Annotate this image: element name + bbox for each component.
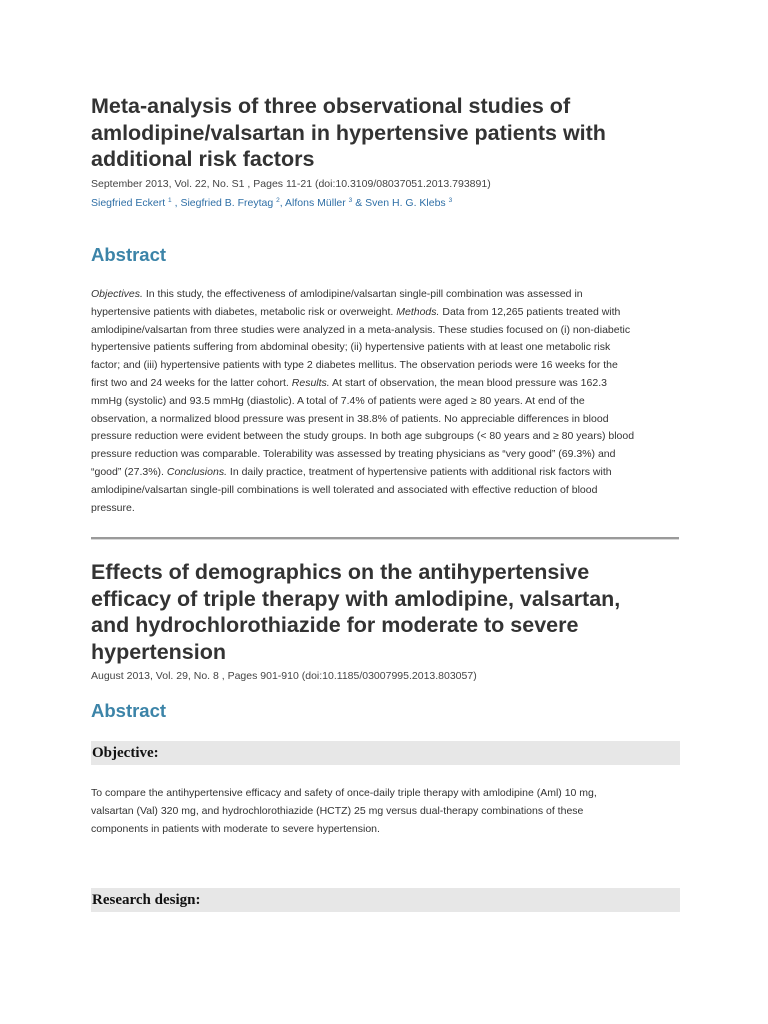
abstract-line bbox=[91, 464, 691, 482]
author-link[interactable]: Siegfried Eckert $^1$ bbox=[91, 196, 172, 209]
title-line: and hydrochlorothiazide for moderate to severe bbox=[91, 613, 579, 637]
article-2-citation: August 2013, Vol. 29, No. 8 , Pages 901-910 (doi:10.1185/03007995.2013.803057) bbox=[91, 670, 477, 682]
article-2-title bbox=[91, 559, 681, 665]
abstract-section-label: Methods. bbox=[396, 305, 440, 318]
abstract-section-label: Objectives. bbox=[91, 288, 143, 300]
author-link[interactable]: Siegfried B. Freytag $^2$ bbox=[180, 196, 280, 209]
objective-body bbox=[91, 785, 691, 838]
objective-heading-bar bbox=[91, 741, 680, 765]
title-line: amlodipine/valsartan in hypertensive patients with bbox=[91, 120, 606, 145]
abstract-line bbox=[91, 482, 691, 500]
article-1-title bbox=[91, 93, 681, 173]
title-line: hypertension bbox=[91, 639, 226, 664]
abstract-section-label: Results. bbox=[291, 376, 330, 389]
title-line: additional risk factors bbox=[91, 147, 315, 171]
abstract-line bbox=[91, 304, 691, 322]
abstract-line bbox=[91, 339, 691, 357]
text-line: components in patients with moderate to severe hypertension. bbox=[91, 822, 380, 835]
section-divider bbox=[91, 537, 679, 540]
title-line: efficacy of triple therapy with amlodipine, valsartan, bbox=[91, 586, 621, 611]
abstract-line bbox=[91, 357, 691, 375]
abstract-line bbox=[91, 500, 691, 518]
abstract-text-run: “good” (27.3%). bbox=[91, 465, 167, 478]
abstract-text-run: hypertensive patients suffering from abdominal obesity; (ii) hypertensive patients with at least one metabolic risk bbox=[91, 341, 611, 354]
text-line: valsartan (Val) 320 mg, and hydrochlorothiazide (HCTZ) 25 mg versus dual-therapy combinations of these bbox=[91, 804, 584, 817]
article-1-abstract-body bbox=[91, 286, 691, 517]
abstract-text-run: mmHg (systolic) and 93.5 mmHg (diastolic). A total of 7.4% of patients were aged ≥ 80 years. At end of the bbox=[91, 394, 585, 407]
abstract-text-run: hypertensive patients with diabetes, metabolic risk or overweight. bbox=[91, 305, 397, 318]
abstract-text-run: amlodipine/valsartan single-pill combinations is well tolerated and associated with effective reduction of blood bbox=[91, 483, 598, 496]
article-1-citation: September 2013, Vol. 22, No. S1 , Pages 11-21 (doi:10.3109/08037051.2013.793891) bbox=[91, 177, 491, 190]
research-design-heading-bar bbox=[91, 888, 680, 912]
title-line: Meta-analysis of three observational studies of bbox=[91, 94, 571, 118]
abstract-text-run: pressure reduction were evident between the study groups. In both age subgroups (< 80 years and ≥ 80 years) blood bbox=[91, 430, 635, 443]
abstract-text-run: At start of observation, the mean blood pressure was 162.3 bbox=[329, 376, 607, 389]
title-line: Effects of demographics on the antihypertensive bbox=[91, 560, 590, 584]
abstract-text-run: pressure. bbox=[91, 501, 135, 514]
abstract-text-run: first two and 24 weeks for the latter cohort. bbox=[91, 376, 292, 389]
abstract-line bbox=[91, 286, 691, 304]
article-1-abstract-heading: Abstract bbox=[91, 244, 167, 265]
article-2-abstract-heading: Abstract bbox=[91, 700, 167, 721]
abstract-text-run: factor; and (iii) hypertensive patients with type 2 diabetes mellitus. The observation periods were 16 weeks for the bbox=[91, 359, 618, 372]
abstract-text-run: pressure reduction was comparable. Tolerability was assessed by treating physicians as “very good” (69.3%) and bbox=[91, 448, 616, 461]
research-design-heading: Research design: bbox=[92, 892, 201, 908]
abstract-line bbox=[91, 393, 691, 411]
article-1-authors: Siegfried Eckert $^1$ , Siegfried B. Freytag $^2$, Alfons Müller $^3$ & Sven H. G. Klebs $^3$ bbox=[91, 196, 453, 209]
abstract-line bbox=[91, 375, 691, 393]
abstract-text-run: Data from 12,265 patients treated with bbox=[439, 305, 621, 318]
abstract-line bbox=[91, 446, 691, 464]
text-line: To compare the antihypertensive efficacy and safety of once-daily triple therapy with amlodipine (Aml) 10 mg, bbox=[91, 787, 597, 799]
objective-heading: Objective: bbox=[92, 745, 159, 761]
abstract-text-run: observation, a normalized blood pressure was present in 38.8% of patients. No appreciable differences in blood bbox=[91, 412, 609, 425]
author-link[interactable]: Alfons Müller $^3$ bbox=[285, 196, 353, 209]
abstract-text-run: In this study, the effectiveness of amlodipine/valsartan single-pill combination was assessed in bbox=[142, 288, 583, 300]
abstract-line bbox=[91, 322, 691, 340]
article-2 bbox=[91, 559, 681, 684]
abstract-line bbox=[91, 428, 691, 446]
abstract-text-run: amlodipine/valsartan from three studies were analyzed in a meta-analysis. These studies focused on (i) non-diabetic bbox=[91, 323, 631, 336]
abstract-text-run: In daily practice, treatment of hypertensive patients with additional risk factors with bbox=[227, 465, 612, 478]
author-link[interactable]: Sven H. G. Klebs $^3$ bbox=[365, 196, 453, 209]
article-1 bbox=[91, 93, 681, 211]
abstract-line bbox=[91, 411, 691, 429]
abstract-section-label: Conclusions. bbox=[166, 465, 227, 478]
